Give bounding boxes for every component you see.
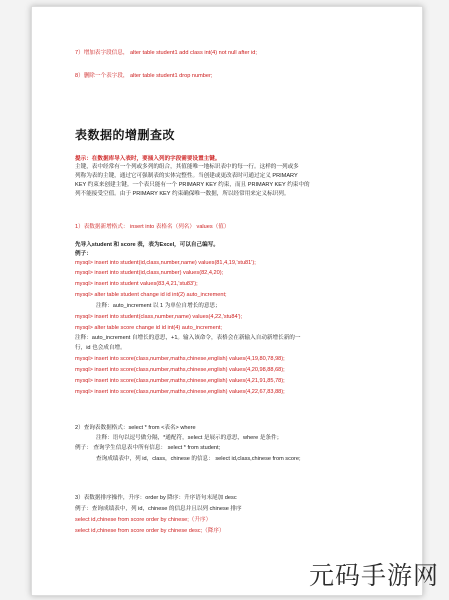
query-syntax: 2）查询表数据格式：select * from <表名> where	[75, 425, 196, 431]
note-line: 注释：语句以逗号做分隔，*通配符，select 是展示的意思，where 是条件；	[96, 435, 283, 441]
doc-line: 主键，表中经常有一个列或多列的组合，其值能唯一地标识表中的每一行。这样的一列或多	[75, 164, 299, 170]
sql-line: mysql> insert into student(class,number,name) values(4,22,'stu84');	[75, 314, 243, 320]
note-line: 注释：auto_increment 自增长的意思，+1。输入该命令，表格会在新输入自动新增长新的一	[75, 335, 301, 341]
doc-line: 列不能接受空值。由于 PRIMARY KEY 约束确保唯一数据，所以经常用来定义标识列。	[75, 191, 290, 197]
sql-line: select id,chinese from score order by chinese desc;（降序）	[75, 528, 225, 534]
sql-line: mysql> insert into score(class,number,maths,chinese,english) values(4,22,67,83,88);	[75, 389, 285, 395]
tip-heading: 提示：在数据库导入表时，要插入列的字段需要设置主键。	[75, 156, 221, 162]
note-line: 行，id 也会成自增。	[75, 345, 126, 351]
example-label: 例子：	[75, 251, 92, 257]
sql-line: mysql> insert into student(id,class,number) values(82,4,20);	[75, 270, 224, 276]
doc-line: 列称为表的主键，通过它可强制表的实体完整性。当创建或更改表时可通过定义 PRIMARY	[75, 173, 298, 179]
watermark: 元码手游网	[308, 561, 439, 590]
sql-line: mysql> insert into score(class,number,maths,chinese,english) values(4,21,91,85,78);	[75, 378, 285, 384]
sort-syntax: 3）表数据排序操作，升序：order by 降序：升序语句末尾加 desc	[75, 495, 237, 501]
section-title: 表数据的增删查改	[75, 128, 176, 142]
prep-note: 先导入student 和 score 表，表为Excel，可以自己编写。	[75, 242, 219, 248]
query-example: 查询成绩表中，列 id，class，chinese 的信息： select id,class,chinese from score;	[96, 456, 301, 462]
sql-line: mysql> insert into student values(83,4,21,'stu83');	[75, 281, 198, 287]
sort-example: 例子：查询成绩表中，列 id，chinese 的信息并且以列 chinese 排序	[75, 506, 242, 512]
sql-line: mysql> alter table student change id id int(2) auto_increment;	[75, 292, 227, 298]
query-example: 例子： 查询学生信息表中所有信息： select * from student;	[75, 445, 221, 451]
sql-line: mysql> insert into score(class,number,maths,chinese,english) values(4,19,80,78,98);	[75, 356, 285, 362]
sql-line: mysql> insert into score(class,number,maths,chinese,english) values(4,20,98,88,68);	[75, 367, 285, 373]
sql-line: select id,chinese from score order by chinese;（升序）	[75, 517, 212, 523]
doc-line: KEY 约束来创建主键。一个表只能有一个 PRIMARY KEY 约束，而且 PRIMARY KEY 约束中的	[75, 182, 310, 188]
insert-syntax: 1）表数据新增格式： insert into 表格名（列名） values（值）	[75, 224, 230, 230]
doc-line: 8）删除一个表字段， alter table student1 drop number;	[75, 73, 213, 79]
sql-line: mysql> insert into student(id,class,number,name) values(81,4,19,'stu81');	[75, 260, 256, 266]
doc-line: 7）增加表字段信息， alter table student1 add class int(4) not null after id;	[75, 50, 257, 56]
note-line: 注释：auto_increment 以 1 为单位自增长的意思；	[96, 303, 221, 309]
sql-line: mysql> alter table score change id id int(4) auto_increment;	[75, 325, 222, 331]
